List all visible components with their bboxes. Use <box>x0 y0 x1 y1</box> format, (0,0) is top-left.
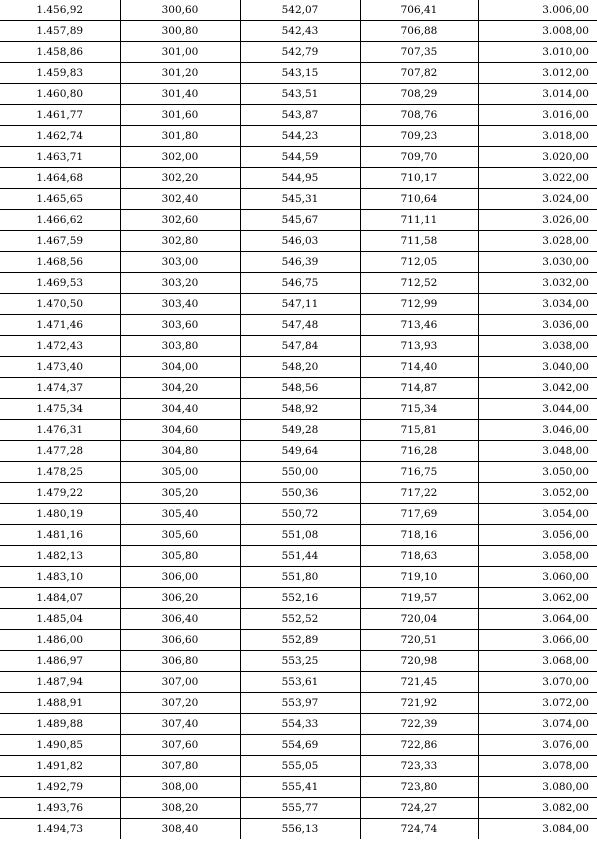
table-row <box>0 42 597 63</box>
table-cell: 308,20 <box>120 798 240 819</box>
table-cell: 3.032,00 <box>478 273 597 294</box>
table-cell: 712,52 <box>360 273 478 294</box>
table-cell: 706,41 <box>360 0 478 21</box>
table-cell: 304,00 <box>120 357 240 378</box>
table-cell: 542,07 <box>240 0 360 21</box>
table-cell: 3.066,00 <box>478 630 597 651</box>
table-cell: 720,04 <box>360 609 478 630</box>
table-cell: 1.481,16 <box>0 525 120 546</box>
table-cell: 711,58 <box>360 231 478 252</box>
table-cell: 306,80 <box>120 651 240 672</box>
table-cell: 548,56 <box>240 378 360 399</box>
table-cell: 3.034,00 <box>478 294 597 315</box>
table-cell: 3.070,00 <box>478 672 597 693</box>
table-cell: 1.488,91 <box>0 693 120 714</box>
table-cell: 301,40 <box>120 84 240 105</box>
table-cell: 1.463,71 <box>0 147 120 168</box>
table-cell: 549,28 <box>240 420 360 441</box>
table-cell: 708,29 <box>360 84 478 105</box>
table-cell: 720,98 <box>360 651 478 672</box>
table-cell: 308,00 <box>120 777 240 798</box>
table-row <box>0 798 597 819</box>
table-cell: 1.461,77 <box>0 105 120 126</box>
table-cell: 3.052,00 <box>478 483 597 504</box>
table-cell: 3.040,00 <box>478 357 597 378</box>
table-cell: 307,40 <box>120 714 240 735</box>
table-cell: 552,89 <box>240 630 360 651</box>
table-cell: 3.008,00 <box>478 21 597 42</box>
table-row <box>0 777 597 798</box>
table-cell: 712,99 <box>360 294 478 315</box>
table-cell: 718,63 <box>360 546 478 567</box>
table-cell: 304,60 <box>120 420 240 441</box>
table-cell: 543,15 <box>240 63 360 84</box>
table-row <box>0 126 597 147</box>
table-cell: 545,67 <box>240 210 360 231</box>
table-cell: 305,60 <box>120 525 240 546</box>
table-cell: 3.056,00 <box>478 525 597 546</box>
table-cell: 721,45 <box>360 672 478 693</box>
table-cell: 712,05 <box>360 252 478 273</box>
table-cell: 1.458,86 <box>0 42 120 63</box>
table-cell: 555,77 <box>240 798 360 819</box>
table-row <box>0 420 597 441</box>
table-cell: 3.072,00 <box>478 693 597 714</box>
table-row <box>0 672 597 693</box>
table-row <box>0 588 597 609</box>
table-cell: 300,60 <box>120 0 240 21</box>
table-cell: 543,51 <box>240 84 360 105</box>
table-cell: 550,36 <box>240 483 360 504</box>
table-cell: 1.472,43 <box>0 336 120 357</box>
table-cell: 305,00 <box>120 462 240 483</box>
table-cell: 3.036,00 <box>478 315 597 336</box>
table-cell: 3.014,00 <box>478 84 597 105</box>
table-cell: 306,00 <box>120 567 240 588</box>
table-row <box>0 252 597 273</box>
table-cell: 3.084,00 <box>478 819 597 840</box>
table-cell: 3.076,00 <box>478 735 597 756</box>
table-row <box>0 735 597 756</box>
table-cell: 1.459,83 <box>0 63 120 84</box>
table-cell: 723,33 <box>360 756 478 777</box>
table-cell: 719,10 <box>360 567 478 588</box>
table-cell: 722,86 <box>360 735 478 756</box>
table-cell: 3.016,00 <box>478 105 597 126</box>
table-cell: 1.486,00 <box>0 630 120 651</box>
table-cell: 1.494,73 <box>36 823 84 835</box>
table-cell: 1.487,94 <box>0 672 120 693</box>
table-cell: 724,27 <box>360 798 478 819</box>
table-cell: 1.489,88 <box>0 714 120 735</box>
table-cell: 554,69 <box>240 735 360 756</box>
table-cell: 544,95 <box>240 168 360 189</box>
table-cell: 553,25 <box>240 651 360 672</box>
table-cell: 308,40 <box>120 819 240 840</box>
table-row <box>0 357 597 378</box>
table-row <box>0 231 597 252</box>
table-row <box>0 315 597 336</box>
table-cell: 555,41 <box>240 777 360 798</box>
table-cell: 3.046,00 <box>478 420 597 441</box>
table-cell: 707,35 <box>360 42 478 63</box>
table-row <box>0 21 597 42</box>
table-cell: 306,60 <box>120 630 240 651</box>
table-cell: 3.060,00 <box>478 567 597 588</box>
table-cell: 3.038,00 <box>478 336 597 357</box>
table-cell: 713,93 <box>360 336 478 357</box>
table-cell: 544,23 <box>240 126 360 147</box>
table-cell: 542,79 <box>240 42 360 63</box>
table-cell: 1.456,92 <box>0 0 120 21</box>
table-cell: 555,05 <box>240 756 360 777</box>
table-cell: 3.010,00 <box>478 42 597 63</box>
table-cell: 303,80 <box>120 336 240 357</box>
table-cell: 303,20 <box>120 273 240 294</box>
table-cell: 709,23 <box>360 126 478 147</box>
table-cell: 304,80 <box>120 441 240 462</box>
table-cell: 717,22 <box>360 483 478 504</box>
table-cell: 552,52 <box>240 609 360 630</box>
table-cell: 550,72 <box>240 504 360 525</box>
table-cell: 1.485,04 <box>0 609 120 630</box>
table-cell: 1.468,56 <box>0 252 120 273</box>
table-cell: 724,74 <box>360 819 478 840</box>
table-cell: 1.493,76 <box>0 798 120 819</box>
table-cell: 547,84 <box>240 336 360 357</box>
table-cell: 546,39 <box>240 252 360 273</box>
table-cell: 301,80 <box>120 126 240 147</box>
table-cell: 714,40 <box>360 357 478 378</box>
table-cell: 3.064,00 <box>478 609 597 630</box>
table-cell: 706,88 <box>360 21 478 42</box>
table-cell: 1.480,19 <box>0 504 120 525</box>
table-cell: 549,64 <box>240 441 360 462</box>
table-cell: 3.012,00 <box>478 63 597 84</box>
table-cell: 301,20 <box>120 63 240 84</box>
table-cell: 300,80 <box>120 21 240 42</box>
table-cell: 709,70 <box>360 147 478 168</box>
table-cell: 1.473,40 <box>0 357 120 378</box>
table-row <box>0 273 597 294</box>
table-cell: 548,92 <box>240 399 360 420</box>
table-cell: 303,60 <box>120 315 240 336</box>
table-cell: 302,60 <box>120 210 240 231</box>
table-cell: 720,51 <box>360 630 478 651</box>
table-cell: 3.042,00 <box>478 378 597 399</box>
table-row <box>0 399 597 420</box>
table-row <box>0 462 597 483</box>
table-cell: 306,40 <box>120 609 240 630</box>
table-cell: 1.470,50 <box>0 294 120 315</box>
table-cell: 710,17 <box>360 168 478 189</box>
table-cell: 307,00 <box>120 672 240 693</box>
table-cell: 3.080,00 <box>478 777 597 798</box>
table-cell: 708,76 <box>360 105 478 126</box>
table-cell: 550,00 <box>240 462 360 483</box>
table-cell: 1.471,46 <box>0 315 120 336</box>
table-cell: 723,80 <box>360 777 478 798</box>
table-cell: 1.482,13 <box>0 546 120 567</box>
table-cell: 715,81 <box>360 420 478 441</box>
table-row <box>0 651 597 672</box>
table-cell: 301,00 <box>120 42 240 63</box>
table-cell: 721,92 <box>360 693 478 714</box>
table-row <box>0 168 597 189</box>
table-cell: 1.475,34 <box>0 399 120 420</box>
table-cell: 713,46 <box>360 315 478 336</box>
table-cell: 3.074,00 <box>478 714 597 735</box>
table-cell: 1.466,62 <box>0 210 120 231</box>
table-row <box>0 0 597 21</box>
table-cell: 3.020,00 <box>478 147 597 168</box>
table-cell: 551,80 <box>240 567 360 588</box>
table-cell: 3.028,00 <box>478 231 597 252</box>
table-cell: 1.464,68 <box>0 168 120 189</box>
table-cell: 1.491,82 <box>0 756 120 777</box>
table-cell: 546,03 <box>240 231 360 252</box>
table-cell: 3.068,00 <box>478 651 597 672</box>
table-cell: 302,80 <box>120 231 240 252</box>
table-row <box>0 504 597 525</box>
table-row <box>0 546 597 567</box>
table-cell: 303,40 <box>120 294 240 315</box>
table-cell: 304,20 <box>120 378 240 399</box>
table-cell: 1.474,37 <box>0 378 120 399</box>
table-cell: 3.018,00 <box>478 126 597 147</box>
table-cell: 3.026,00 <box>478 210 597 231</box>
table-cell: 546,75 <box>240 273 360 294</box>
table-cell: 715,34 <box>360 399 478 420</box>
table-row <box>0 756 597 777</box>
table-cell: 1.477,28 <box>0 441 120 462</box>
table-cell: 545,31 <box>240 189 360 210</box>
table-cell: 305,40 <box>120 504 240 525</box>
table-cell: 1.483,10 <box>0 567 120 588</box>
table-cell: 717,69 <box>360 504 478 525</box>
table-row <box>0 525 597 546</box>
table-row <box>0 147 597 168</box>
table-cell: 707,82 <box>360 63 478 84</box>
table-cell: 542,43 <box>240 21 360 42</box>
table-row <box>0 609 597 630</box>
table-cell: 302,20 <box>120 168 240 189</box>
table-cell: 552,16 <box>240 588 360 609</box>
table-cell: 553,97 <box>240 693 360 714</box>
table-cell: 714,87 <box>360 378 478 399</box>
table-cell: 301,60 <box>120 105 240 126</box>
table-cell: 3.022,00 <box>478 168 597 189</box>
table-row <box>0 63 597 84</box>
table-cell: 544,59 <box>240 147 360 168</box>
table-row <box>0 693 597 714</box>
table-cell: 1.486,97 <box>0 651 120 672</box>
table-cell: 718,16 <box>360 525 478 546</box>
table-cell: 302,40 <box>120 189 240 210</box>
table-cell: 307,60 <box>120 735 240 756</box>
table-cell: 1.490,85 <box>0 735 120 756</box>
table-cell: 548,20 <box>240 357 360 378</box>
table-cell: 547,48 <box>240 315 360 336</box>
table-cell: 304,40 <box>120 399 240 420</box>
table-cell: 711,11 <box>360 210 478 231</box>
table-cell: 1.460,80 <box>0 84 120 105</box>
table-cell: 722,39 <box>360 714 478 735</box>
table-cell: 3.078,00 <box>478 756 597 777</box>
table-row <box>0 84 597 105</box>
table-row <box>0 819 597 840</box>
table-row <box>0 567 597 588</box>
table-cell: 556,13 <box>240 819 360 840</box>
table-cell: 307,20 <box>120 693 240 714</box>
table-cell: 3.030,00 <box>478 252 597 273</box>
table-cell: 3.062,00 <box>478 588 597 609</box>
table-cell: 1.492,79 <box>0 777 120 798</box>
table-cell: 1.457,89 <box>0 21 120 42</box>
table-cell: 305,80 <box>120 546 240 567</box>
table-row <box>0 630 597 651</box>
table-row <box>0 483 597 504</box>
table-cell: 3.058,00 <box>478 546 597 567</box>
table-cell: 1.476,31 <box>0 420 120 441</box>
table-row <box>0 189 597 210</box>
table-cell: 719,57 <box>360 588 478 609</box>
table-cell: 3.006,00 <box>478 0 597 21</box>
table-cell: 1.469,53 <box>0 273 120 294</box>
table-cell: 1.465,65 <box>0 189 120 210</box>
table-cell: 1.462,74 <box>0 126 120 147</box>
table-cell: 1.467,59 <box>0 231 120 252</box>
table-row <box>0 441 597 462</box>
table-cell: 3.054,00 <box>478 504 597 525</box>
table-cell: 3.024,00 <box>478 189 597 210</box>
table-cell: 553,61 <box>240 672 360 693</box>
table-cell: 3.050,00 <box>478 462 597 483</box>
table-row <box>0 210 597 231</box>
table-row <box>0 336 597 357</box>
table-cell: 306,20 <box>120 588 240 609</box>
table-cell: 3.048,00 <box>478 441 597 462</box>
table-cell: 3.082,00 <box>478 798 597 819</box>
table-cell: 1.484,07 <box>0 588 120 609</box>
table-cell: 551,08 <box>240 525 360 546</box>
table-cell: 551,44 <box>240 546 360 567</box>
table-row <box>0 714 597 735</box>
table-cell: 305,20 <box>120 483 240 504</box>
table-cell: 554,33 <box>240 714 360 735</box>
table-row <box>0 105 597 126</box>
table-cell: 716,28 <box>360 441 478 462</box>
table-cell: 302,00 <box>120 147 240 168</box>
table-cell: 543,87 <box>240 105 360 126</box>
table-cell: 716,75 <box>360 462 478 483</box>
table-row <box>0 294 597 315</box>
table-cell: 307,80 <box>120 756 240 777</box>
table-cell: 303,00 <box>120 252 240 273</box>
table-cell: 547,11 <box>240 294 360 315</box>
table-cell: 1.478,25 <box>0 462 120 483</box>
table-cell: 3.044,00 <box>478 399 597 420</box>
table-row <box>0 378 597 399</box>
table-cell: 1.479,22 <box>0 483 120 504</box>
table-cell: 710,64 <box>360 189 478 210</box>
